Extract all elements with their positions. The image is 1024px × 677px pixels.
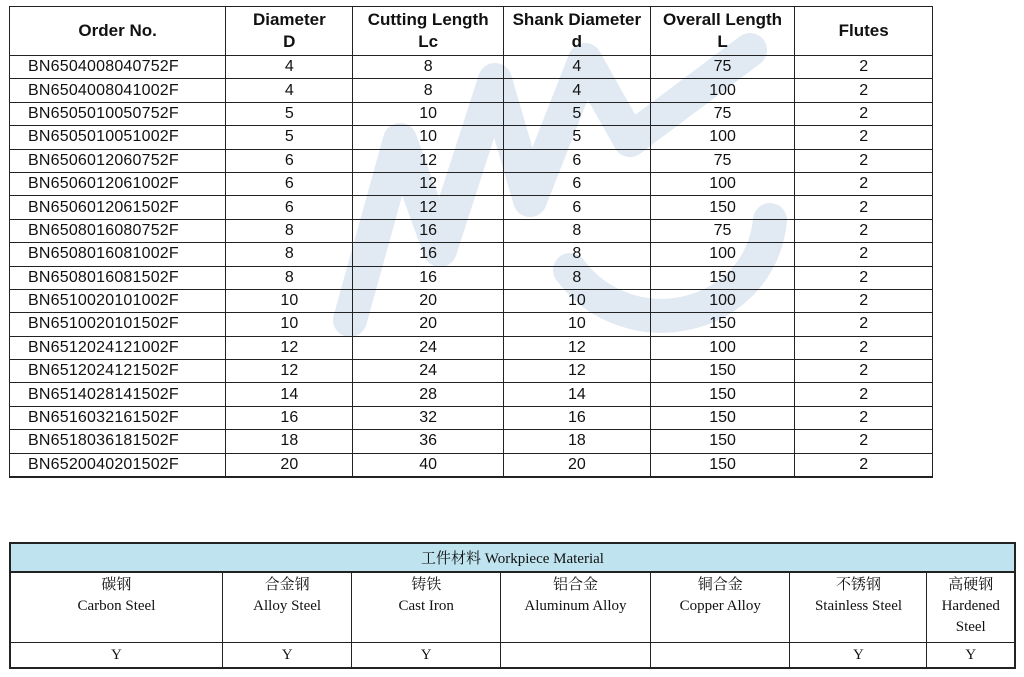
table-row xyxy=(10,336,933,359)
order-number-cell: BN6512024121002F xyxy=(10,336,226,359)
value-cell: 16 xyxy=(353,243,504,266)
column-header-title: Flutes xyxy=(838,21,889,40)
value-cell: 150 xyxy=(650,453,795,477)
value-cell: 8 xyxy=(353,56,504,79)
value-cell: 6 xyxy=(226,149,353,172)
value-cell: 8 xyxy=(226,219,353,242)
value-cell: 12 xyxy=(503,336,650,359)
table-row xyxy=(10,126,933,149)
order-number-cell: BN6510020101502F xyxy=(10,313,226,336)
order-number-cell: BN6506012061502F xyxy=(10,196,226,219)
spec-body xyxy=(10,56,933,478)
value-cell: 24 xyxy=(353,360,504,383)
material-label-row xyxy=(10,572,1015,643)
order-number-cell: BN6518036181502F xyxy=(10,430,226,453)
material-value-row xyxy=(10,643,1015,669)
value-cell: 32 xyxy=(353,406,504,429)
value-cell: 150 xyxy=(650,313,795,336)
material-suitability-cell: Y xyxy=(927,643,1015,669)
value-cell: 12 xyxy=(353,172,504,195)
value-cell: 10 xyxy=(503,289,650,312)
material-table xyxy=(9,542,1016,669)
table-row xyxy=(10,406,933,429)
material-suitability-cell: Y xyxy=(222,643,352,669)
column-header-symbol: D xyxy=(283,32,296,51)
material-name-en: Carbon Steel xyxy=(77,598,156,614)
column-header-symbol: L xyxy=(717,32,728,51)
material-label-cell xyxy=(790,572,927,643)
value-cell: 75 xyxy=(650,102,795,125)
value-cell: 36 xyxy=(353,430,504,453)
value-cell: 2 xyxy=(795,453,933,477)
order-number-cell: BN6506012061002F xyxy=(10,172,226,195)
material-title: 工件材料 Workpiece Material xyxy=(10,543,1015,572)
material-name-en: Aluminum Alloy xyxy=(524,598,627,614)
value-cell: 4 xyxy=(226,56,353,79)
value-cell: 12 xyxy=(353,196,504,219)
value-cell: 10 xyxy=(353,126,504,149)
value-cell: 2 xyxy=(795,219,933,242)
material-name-en: Alloy Steel xyxy=(253,598,322,614)
value-cell: 100 xyxy=(650,289,795,312)
table-row xyxy=(10,102,933,125)
value-cell: 2 xyxy=(795,406,933,429)
value-cell: 16 xyxy=(353,219,504,242)
value-cell: 8 xyxy=(503,266,650,289)
value-cell: 2 xyxy=(795,102,933,125)
material-name-cn: 铸铁 xyxy=(411,577,442,593)
value-cell: 2 xyxy=(795,289,933,312)
value-cell: 18 xyxy=(503,430,650,453)
order-number-cell: BN6508016080752F xyxy=(10,219,226,242)
value-cell: 2 xyxy=(795,266,933,289)
value-cell: 2 xyxy=(795,383,933,406)
value-cell: 10 xyxy=(226,313,353,336)
value-cell: 5 xyxy=(226,126,353,149)
spec-table xyxy=(9,6,933,478)
value-cell: 100 xyxy=(650,172,795,195)
material-name-en: Hardened Steel xyxy=(941,598,1000,635)
material-label-cell xyxy=(352,572,501,643)
value-cell: 14 xyxy=(503,383,650,406)
value-cell: 150 xyxy=(650,360,795,383)
order-number-cell: BN6510020101002F xyxy=(10,289,226,312)
value-cell: 12 xyxy=(226,360,353,383)
table-row xyxy=(10,453,933,477)
column-header-title: Shank Diameter xyxy=(512,10,642,29)
column-header-title: Diameter xyxy=(252,10,326,29)
value-cell: 2 xyxy=(795,430,933,453)
value-cell: 2 xyxy=(795,243,933,266)
value-cell: 2 xyxy=(795,172,933,195)
value-cell: 28 xyxy=(353,383,504,406)
table-row xyxy=(10,430,933,453)
column-header-title: Cutting Length xyxy=(367,10,489,29)
value-cell: 24 xyxy=(353,336,504,359)
value-cell: 4 xyxy=(503,79,650,102)
material-name-cn: 碳钢 xyxy=(101,577,132,593)
material-label-cell xyxy=(10,572,222,643)
table-row xyxy=(10,266,933,289)
value-cell: 14 xyxy=(226,383,353,406)
value-cell: 8 xyxy=(503,219,650,242)
material-name-cn: 高硬钢 xyxy=(948,577,994,593)
table-row xyxy=(10,172,933,195)
order-number-cell: BN6508016081002F xyxy=(10,243,226,266)
value-cell: 16 xyxy=(353,266,504,289)
order-number-cell: BN6504008040752F xyxy=(10,56,226,79)
order-number-cell: BN6505010051002F xyxy=(10,126,226,149)
material-name-en: Stainless Steel xyxy=(814,598,903,614)
order-number-cell: BN6504008041002F xyxy=(10,79,226,102)
value-cell: 2 xyxy=(795,196,933,219)
material-name-cn: 不锈钢 xyxy=(835,577,881,593)
material-name-cn: 合金钢 xyxy=(264,577,310,593)
value-cell: 75 xyxy=(650,56,795,79)
column-header-title: Order No. xyxy=(78,21,157,40)
material-label-cell xyxy=(500,572,650,643)
value-cell: 150 xyxy=(650,266,795,289)
column-header-symbol: d xyxy=(571,32,583,51)
material-name-en: Cast Iron xyxy=(398,598,454,614)
value-cell: 5 xyxy=(226,102,353,125)
table-row xyxy=(10,149,933,172)
order-number-cell: BN6505010050752F xyxy=(10,102,226,125)
table-row xyxy=(10,243,933,266)
value-cell: 150 xyxy=(650,383,795,406)
value-cell: 6 xyxy=(503,196,650,219)
table-row xyxy=(10,313,933,336)
value-cell: 2 xyxy=(795,79,933,102)
value-cell: 12 xyxy=(503,360,650,383)
table-row xyxy=(10,289,933,312)
value-cell: 20 xyxy=(353,313,504,336)
order-number-cell: BN6512024121502F xyxy=(10,360,226,383)
value-cell: 4 xyxy=(226,79,353,102)
value-cell: 100 xyxy=(650,126,795,149)
value-cell: 2 xyxy=(795,56,933,79)
material-name-en: Copper Alloy xyxy=(679,598,761,614)
value-cell: 10 xyxy=(226,289,353,312)
column-header xyxy=(353,7,504,56)
material-name-cn: 铜合金 xyxy=(697,577,743,593)
value-cell: 2 xyxy=(795,360,933,383)
value-cell: 16 xyxy=(503,406,650,429)
column-header xyxy=(650,7,795,56)
value-cell: 75 xyxy=(650,149,795,172)
value-cell: 100 xyxy=(650,336,795,359)
value-cell: 8 xyxy=(226,266,353,289)
material-suitability-cell: Y xyxy=(352,643,501,669)
value-cell: 5 xyxy=(503,126,650,149)
value-cell: 150 xyxy=(650,430,795,453)
value-cell: 12 xyxy=(226,336,353,359)
value-cell: 20 xyxy=(503,453,650,477)
material-name-cn: 铝合金 xyxy=(552,577,598,593)
value-cell: 20 xyxy=(353,289,504,312)
order-number-cell: BN6516032161502F xyxy=(10,406,226,429)
value-cell: 6 xyxy=(226,196,353,219)
value-cell: 2 xyxy=(795,149,933,172)
value-cell: 6 xyxy=(503,172,650,195)
material-label-cell xyxy=(927,572,1015,643)
value-cell: 18 xyxy=(226,430,353,453)
value-cell: 100 xyxy=(650,243,795,266)
value-cell: 20 xyxy=(226,453,353,477)
value-cell: 100 xyxy=(650,79,795,102)
value-cell: 6 xyxy=(226,172,353,195)
column-header xyxy=(503,7,650,56)
value-cell: 16 xyxy=(226,406,353,429)
value-cell: 40 xyxy=(353,453,504,477)
material-suitability-cell: Y xyxy=(10,643,222,669)
spec-header-row xyxy=(10,7,933,56)
value-cell: 10 xyxy=(503,313,650,336)
table-row xyxy=(10,56,933,79)
value-cell: 5 xyxy=(503,102,650,125)
table-row xyxy=(10,219,933,242)
value-cell: 6 xyxy=(503,149,650,172)
table-row xyxy=(10,360,933,383)
order-number-cell: BN6514028141502F xyxy=(10,383,226,406)
value-cell: 4 xyxy=(503,56,650,79)
table-row xyxy=(10,196,933,219)
material-title-row xyxy=(10,543,1015,572)
material-label-cell xyxy=(222,572,352,643)
column-header xyxy=(795,7,933,56)
order-number-cell: BN6506012060752F xyxy=(10,149,226,172)
column-header xyxy=(226,7,353,56)
table-row xyxy=(10,79,933,102)
value-cell: 150 xyxy=(650,196,795,219)
material-label-cell xyxy=(650,572,790,643)
column-header-symbol: Lc xyxy=(418,32,439,51)
value-cell: 8 xyxy=(226,243,353,266)
value-cell: 2 xyxy=(795,126,933,149)
column-header-title: Overall Length xyxy=(663,10,783,29)
order-number-cell: BN6508016081502F xyxy=(10,266,226,289)
material-suitability-cell xyxy=(650,643,790,669)
order-number-cell: BN6520040201502F xyxy=(10,453,226,477)
material-suitability-cell xyxy=(500,643,650,669)
value-cell: 10 xyxy=(353,102,504,125)
value-cell: 8 xyxy=(503,243,650,266)
value-cell: 75 xyxy=(650,219,795,242)
column-header xyxy=(10,7,226,56)
material-suitability-cell: Y xyxy=(790,643,927,669)
value-cell: 12 xyxy=(353,149,504,172)
value-cell: 8 xyxy=(353,79,504,102)
table-row xyxy=(10,383,933,406)
value-cell: 2 xyxy=(795,313,933,336)
value-cell: 150 xyxy=(650,406,795,429)
value-cell: 2 xyxy=(795,336,933,359)
